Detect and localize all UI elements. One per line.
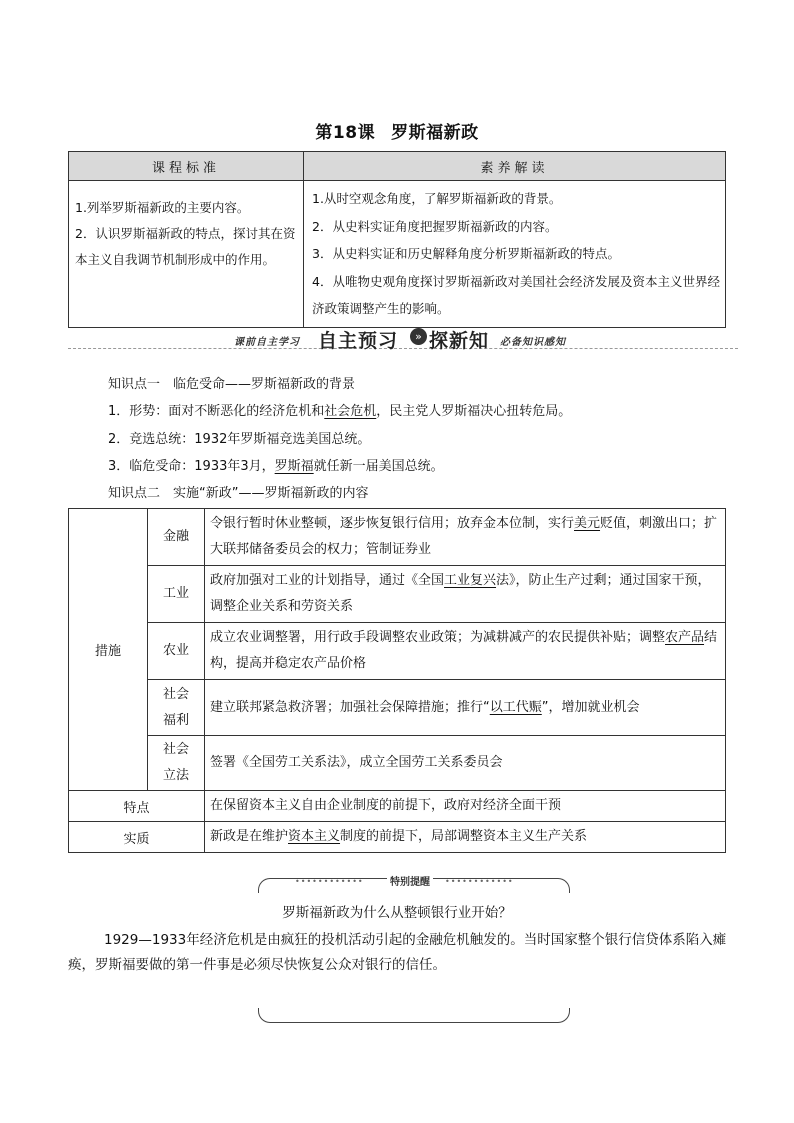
tip-frame-top	[258, 878, 570, 893]
standards-header: 课程标准	[69, 152, 304, 181]
measure-subcategory: 农业	[148, 623, 205, 680]
literacy-item: 4．从唯物史观角度探讨罗斯福新政对美国社会经济发展及资本主义世界经济政策调整产生的影响。	[312, 273, 720, 316]
tip-label: 特别提醒	[387, 873, 433, 888]
measure-content: 令银行暂时休业整顿，逐步恢复银行信用；放弃金本位制，实行美元贬值，刺激出口；扩大联邦储备委员会的权力；管制证券业	[205, 509, 726, 566]
banner-divider	[68, 348, 738, 349]
decor-dots: ••••••••••••	[295, 877, 364, 886]
measure-content: 政府加强对工业的计划指导，通过《全国工业复兴法》，防止生产过剩；通过国家干预，调整企业关系和劳资关系	[205, 566, 726, 623]
essence-label: 实质	[69, 822, 205, 853]
banner-left-caption: 课前自主学习	[234, 337, 300, 348]
feature-label: 特点	[69, 791, 205, 822]
feature-text: 在保留资本主义自由企业制度的前提下，政府对经济全面干预	[205, 791, 726, 822]
literacy-item: 3．从史料实证和历史解释角度分析罗斯福新政的特点。	[312, 246, 620, 261]
measure-subcategory: 金融	[148, 509, 205, 566]
literacy-item: 2．从史料实证角度把握罗斯福新政的内容。	[312, 218, 558, 234]
tip-answer: 1929—1933年经济危机是由疯狂的投机活动引起的金融危机触发的。当时国家整个银行信贷体系陷入瘫痪，罗斯福要做的第一件事是必须尽快恢复公众对银行的信任。	[68, 932, 727, 973]
essence-text: 新政是在维护资本主义制度的前提下，局部调整资本主义生产关系	[205, 822, 726, 853]
lesson-number: 第18课	[315, 123, 376, 143]
measure-content: 建立联邦紧急救济署；加强社会保障措施；推行“以工代赈”，增加就业机会	[205, 680, 726, 736]
standard-item: 1.列举罗斯福新政的主要内容。	[75, 200, 250, 215]
literacy-header: 素养解读	[304, 152, 726, 181]
kp1-heading: 知识点一 临危受命——罗斯福新政的背景	[108, 377, 356, 392]
kp1-line-3: 3．临危受命：1933年3月，罗斯福就任新一届美国总统。	[108, 459, 444, 474]
page-title	[0, 118, 794, 143]
section-banner	[68, 325, 738, 355]
banner-title-2: 探新知	[429, 330, 490, 352]
measures-category: 措施	[69, 509, 148, 791]
standards-cell	[69, 181, 304, 328]
literacy-item: 1.从时空观念角度，了解罗斯福新政的背景。	[312, 191, 562, 206]
measure-content: 成立农业调整署，用行政手段调整农业政策；为减耕减产的农民提供补贴；调整农产品结构，提高并稳定农产品价格	[205, 623, 726, 680]
measure-subcategory: 社会福利	[148, 680, 205, 736]
standard-item: 2．认识罗斯福新政的特点，探讨其在资本主义自我调节机制形成中的作用。	[75, 226, 296, 267]
tip-frame-bottom	[258, 1008, 570, 1023]
tip-question: 罗斯福新政为什么从整顿银行业开始？	[282, 905, 512, 921]
standards-table	[68, 151, 726, 328]
measure-subcategory: 社会立法	[148, 736, 205, 791]
literacy-cell	[304, 181, 726, 328]
kp1-line-1: 1．形势：面对不断恶化的经济危机和社会危机，民主党人罗斯福决心扭转危局。	[108, 404, 572, 419]
decor-dots: ••••••••••••	[445, 877, 514, 886]
double-arrow-icon: »	[410, 328, 427, 345]
kp1-line-2: 2．竞选总统：1932年罗斯福竞选美国总统。	[108, 432, 371, 447]
lesson-name: 罗斯福新政	[391, 123, 479, 143]
banner-right-caption: 必备知识感知	[500, 337, 566, 348]
measure-content: 签署《全国劳工关系法》，成立全国劳工关系委员会	[205, 736, 726, 791]
banner-title-1: 自主预习	[318, 330, 399, 352]
measure-subcategory: 工业	[148, 566, 205, 623]
measures-table	[68, 508, 726, 853]
kp2-heading: 知识点二 实施“新政”——罗斯福新政的内容	[108, 486, 369, 501]
